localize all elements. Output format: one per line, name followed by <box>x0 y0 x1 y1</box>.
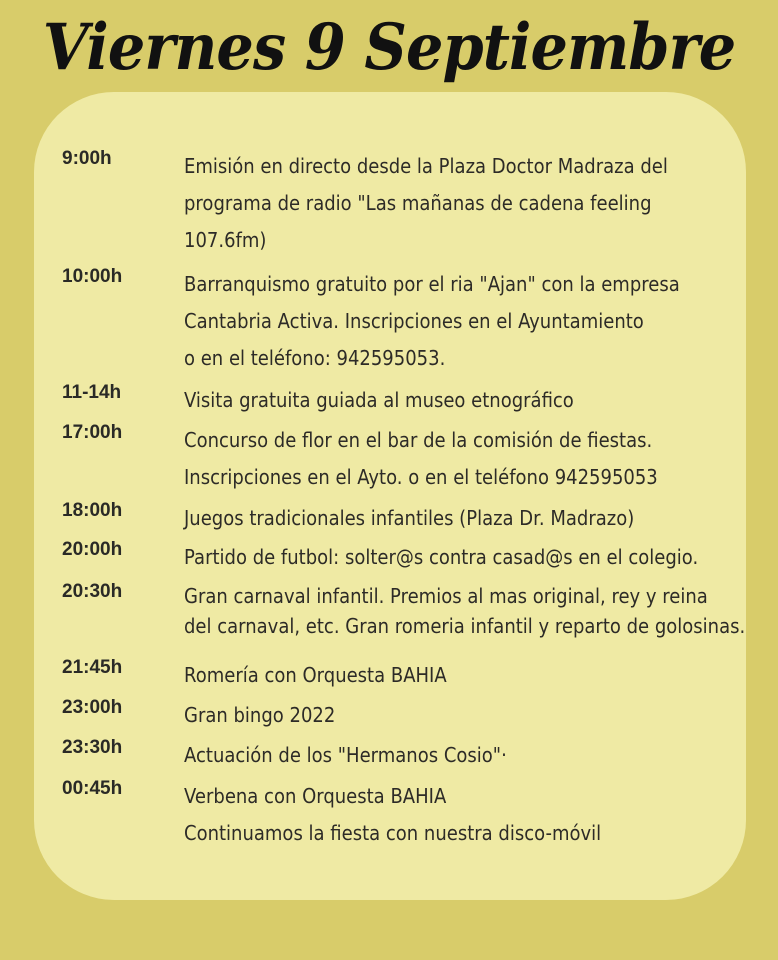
event-description-line: Juegos tradicionales infantiles (Plaza Dr. Madrazo) <box>184 506 635 530</box>
event-time: 23:00h <box>62 697 123 718</box>
event-time: 10:00h <box>62 266 123 287</box>
event-description-line: del carnaval, etc. Gran romeria infantil y reparto de golosinas. <box>184 614 746 638</box>
page-title: Viernes 9 Septiembre <box>42 10 736 85</box>
event-description <box>184 500 724 537</box>
event-time: 20:00h <box>62 539 123 560</box>
event-description-line: Inscripciones en el Ayto. o en el teléfono 942595053 <box>184 465 658 489</box>
event-description-line: 107.6fm) <box>184 228 267 252</box>
event-description-line: Gran carnaval infantil. Premios al mas original, rey y reina <box>184 584 708 608</box>
event-description <box>184 737 724 774</box>
event-description-line: Gran bingo 2022 <box>184 703 336 727</box>
event-time: 17:00h <box>62 422 123 443</box>
event-description-line: Emisión en directo desde la Plaza Doctor Madraza del <box>184 154 668 178</box>
event-description <box>184 266 724 377</box>
event-time: 21:45h <box>62 657 123 678</box>
event-description-line: Cantabria Activa. Inscripciones en el Ayuntamiento <box>184 309 644 333</box>
event-description-line: Partido de futbol: solter@s contra casad@s en el colegio. <box>184 545 699 569</box>
event-description <box>184 657 724 694</box>
event-description-line: Verbena con Orquesta BAHIA <box>184 784 447 808</box>
event-description <box>184 539 724 576</box>
event-description-line: Continuamos la fiesta con nuestra disco-móvil <box>184 821 602 845</box>
event-description <box>184 697 724 734</box>
event-description-line: Visita gratuita guiada al museo etnográfico <box>184 388 574 412</box>
event-description <box>184 422 724 496</box>
event-description <box>184 581 746 641</box>
event-time: 23:30h <box>62 737 123 758</box>
event-time: 11-14h <box>62 382 122 403</box>
event-description-line: Romería con Orquesta BAHIA <box>184 663 447 687</box>
event-time: 9:00h <box>62 148 112 169</box>
event-description <box>184 778 724 852</box>
event-description <box>184 148 724 259</box>
event-description <box>184 382 724 419</box>
event-time: 18:00h <box>62 500 123 521</box>
event-description-line: Concurso de flor en el bar de la comisión de fiestas. <box>184 428 653 452</box>
event-description-line: Actuación de los "Hermanos Cosio"· <box>184 743 507 767</box>
event-time: 20:30h <box>62 581 123 602</box>
event-description-line: programa de radio "Las mañanas de cadena feeling <box>184 191 652 215</box>
event-description-line: o en el teléfono: 942595053. <box>184 346 446 370</box>
event-description-line: Barranquismo gratuito por el ria "Ajan" con la empresa <box>184 272 680 296</box>
event-time: 00:45h <box>62 778 123 799</box>
